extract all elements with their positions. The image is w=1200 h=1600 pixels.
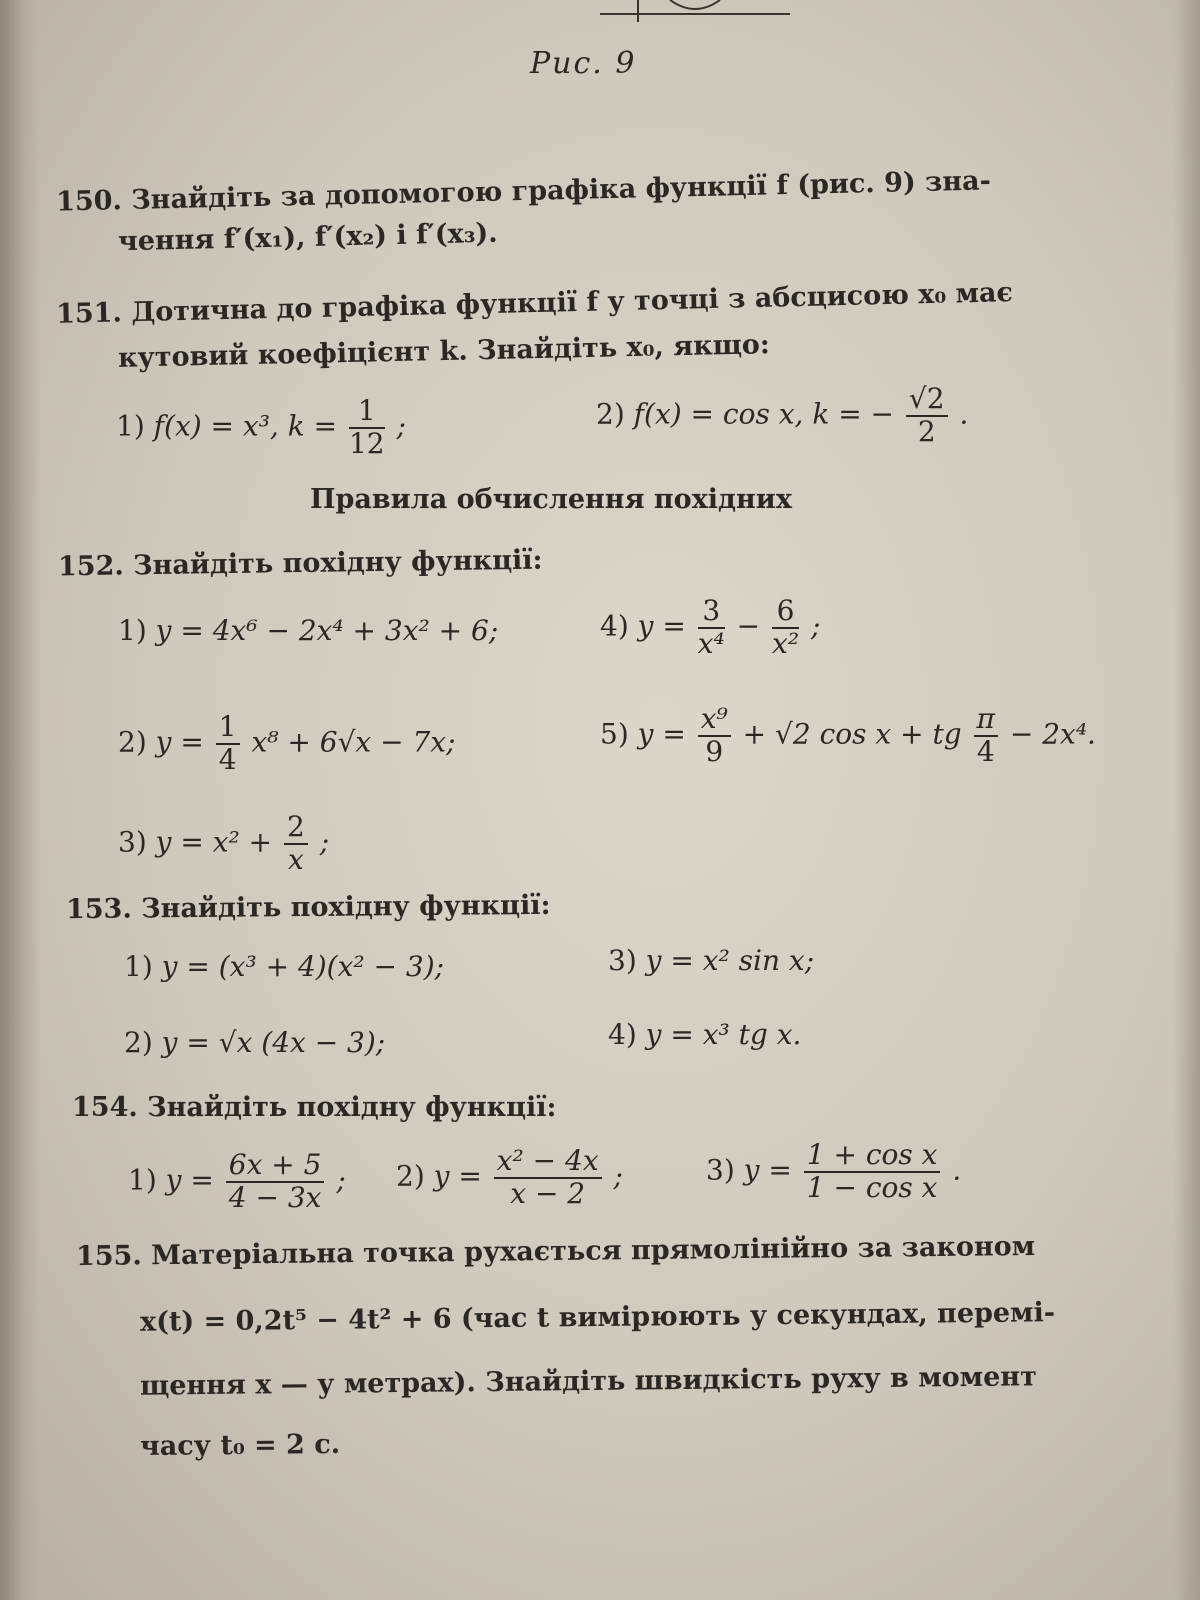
item-label: 4)	[608, 1018, 637, 1051]
problem-prompt: Знайдіть похідну функції:	[132, 544, 543, 582]
fraction-denominator: 1 − cos x	[806, 1170, 938, 1204]
item-formula: y = √x (4x − 3);	[161, 1026, 386, 1059]
item-tail: ;	[613, 1159, 623, 1193]
problem-153-item-3	[608, 944, 814, 977]
problem-153-item-4	[608, 1018, 801, 1051]
item-formula: y = 4x⁶ − 2x⁴ + 3x² + 6;	[155, 614, 499, 647]
problem-number: 152.	[57, 550, 124, 583]
fraction	[349, 396, 385, 460]
problem-151-line2: кутовий коефіцієнт k. Знайдіть x₀, якщо:	[117, 329, 771, 374]
section-heading: Правила обчислення похідних	[310, 484, 792, 515]
problem-number: 151.	[55, 297, 123, 330]
problem-text-line: Матеріальна точка рухається прямолінійно за законом	[151, 1230, 1036, 1272]
item-label: 2)	[118, 725, 147, 759]
fraction-denominator: 4	[218, 742, 237, 776]
item-label: 2)	[124, 1026, 153, 1059]
fraction-denominator: 4 − 3x	[228, 1180, 322, 1214]
fraction	[698, 596, 725, 660]
fraction-numerator: 1 + cos x	[804, 1140, 941, 1173]
problem-prompt: Знайдіть похідну функції:	[141, 889, 551, 925]
item-formula-prefix: y =	[155, 725, 204, 759]
item-formula-prefix: y =	[165, 1163, 214, 1197]
problem-155-line3: щення x — у метрах). Знайдіть швидкість руху в момент	[139, 1361, 1037, 1402]
fraction	[698, 704, 731, 768]
item-formula-prefix: y =	[433, 1159, 482, 1193]
item-formula: y = (x³ + 4)(x² − 3);	[161, 950, 445, 983]
item-label: 1)	[118, 614, 147, 647]
item-formula: y = x³ tg x.	[645, 1018, 802, 1051]
problem-text-line: Знайдіть за допомогою графіка функції f (рис. 9) зна-	[130, 165, 992, 216]
fraction-numerator: 6	[772, 596, 799, 629]
item-tail: .	[952, 1153, 962, 1187]
fraction-denominator: 2	[917, 414, 936, 448]
fraction	[804, 1140, 941, 1204]
problem-154-item-2	[396, 1146, 623, 1210]
problem-153	[66, 890, 551, 925]
fraction-denominator: 9	[705, 734, 724, 768]
problem-153-item-2	[124, 1026, 385, 1059]
fraction-numerator: 1	[349, 396, 385, 429]
problem-text-line: Дотична до графіка функції f у точці з абсцисою x₀ має	[130, 277, 1014, 329]
item-formula: x⁸ + 6√x − 7x;	[251, 725, 456, 759]
fraction-denominator: x	[288, 842, 304, 876]
fraction-numerator: x⁹	[698, 704, 731, 737]
fraction-denominator: x⁴	[697, 626, 725, 660]
item-tail: ;	[336, 1163, 346, 1197]
item-label: 2)	[596, 397, 625, 431]
item-formula-middle: + √2 cos x + tg	[742, 717, 962, 751]
problem-151	[56, 277, 1014, 330]
item-label: 4)	[600, 609, 629, 643]
problem-number: 154.	[72, 1092, 138, 1123]
problem-154-item-1	[128, 1150, 346, 1214]
item-formula-prefix: y =	[637, 717, 686, 751]
problem-152	[58, 545, 543, 583]
item-tail: ;	[810, 609, 821, 643]
problem-155-line4: часу t₀ = 2 с.	[139, 1428, 341, 1463]
fraction-numerator: x² − 4x	[494, 1146, 602, 1179]
problem-prompt: Знайдіть похідну функції:	[147, 1092, 557, 1123]
fraction-denominator: x²	[772, 626, 800, 660]
fraction	[494, 1146, 602, 1210]
problem-151-item-1	[116, 396, 406, 460]
item-label: 3)	[706, 1153, 735, 1187]
item-formula: f(x) = cos x, k = −	[633, 397, 895, 431]
problem-152-item-3	[118, 812, 329, 876]
item-label: 5)	[600, 717, 629, 751]
page-edge-shadow	[1174, 0, 1200, 1600]
fraction	[974, 704, 998, 768]
item-label: 2)	[396, 1159, 425, 1193]
fraction	[906, 384, 948, 448]
fraction	[226, 1150, 325, 1214]
fraction	[284, 812, 308, 876]
problem-number: 155.	[75, 1240, 142, 1273]
item-label: 1)	[124, 950, 153, 983]
item-formula-prefix: y =	[637, 609, 686, 643]
fraction	[772, 596, 799, 660]
item-formula-prefix: y =	[743, 1153, 792, 1187]
figure-caption: Рис. 9	[530, 46, 637, 81]
fraction-numerator: 3	[698, 596, 725, 629]
fraction-numerator: √2	[906, 384, 948, 417]
problem-154	[72, 1092, 557, 1123]
problem-155-line2: x(t) = 0,2t⁵ − 4t² + 6 (час t вимірюють у секундах, перемі-	[139, 1297, 1056, 1338]
problem-number: 150.	[55, 185, 123, 218]
fraction-numerator: 6x + 5	[226, 1150, 325, 1183]
problem-154-item-3	[706, 1140, 961, 1204]
fraction-numerator: 2	[284, 812, 308, 845]
item-tail: ;	[396, 409, 406, 443]
item-tail: − 2x⁴.	[1009, 717, 1096, 751]
item-label: 3)	[608, 944, 637, 977]
fraction	[216, 712, 240, 776]
item-tail: .	[959, 397, 969, 431]
item-formula: f(x) = x³, k =	[153, 409, 338, 443]
page-gutter-shadow	[0, 0, 40, 1600]
item-formula-prefix: y = x² +	[155, 825, 273, 859]
operator: −	[736, 609, 761, 643]
problem-155	[76, 1231, 1035, 1272]
problem-152-item-4	[600, 596, 820, 660]
problem-153-item-1	[124, 950, 444, 983]
fraction-denominator: 12	[348, 426, 385, 460]
problem-150-line2: чення f′(x₁), f′(x₂) і f′(x₃).	[117, 217, 498, 258]
item-tail: ;	[319, 825, 330, 859]
problem-number: 153.	[65, 893, 132, 926]
problem-150	[56, 165, 991, 217]
fraction-denominator: 4	[976, 734, 995, 768]
item-formula: y = x² sin x;	[645, 944, 815, 977]
fraction-denominator: x − 2	[510, 1176, 586, 1210]
fraction-numerator: 1	[216, 712, 240, 745]
problem-152-item-1	[118, 614, 498, 647]
problem-152-item-5	[600, 704, 1096, 768]
problem-151-item-2	[596, 384, 968, 448]
item-label: 3)	[118, 825, 147, 859]
item-label: 1)	[128, 1163, 157, 1197]
problem-152-item-2	[118, 712, 456, 776]
item-label: 1)	[116, 409, 145, 443]
fraction-numerator: π	[974, 704, 998, 737]
figure-9-graph-fragment	[600, 0, 790, 22]
